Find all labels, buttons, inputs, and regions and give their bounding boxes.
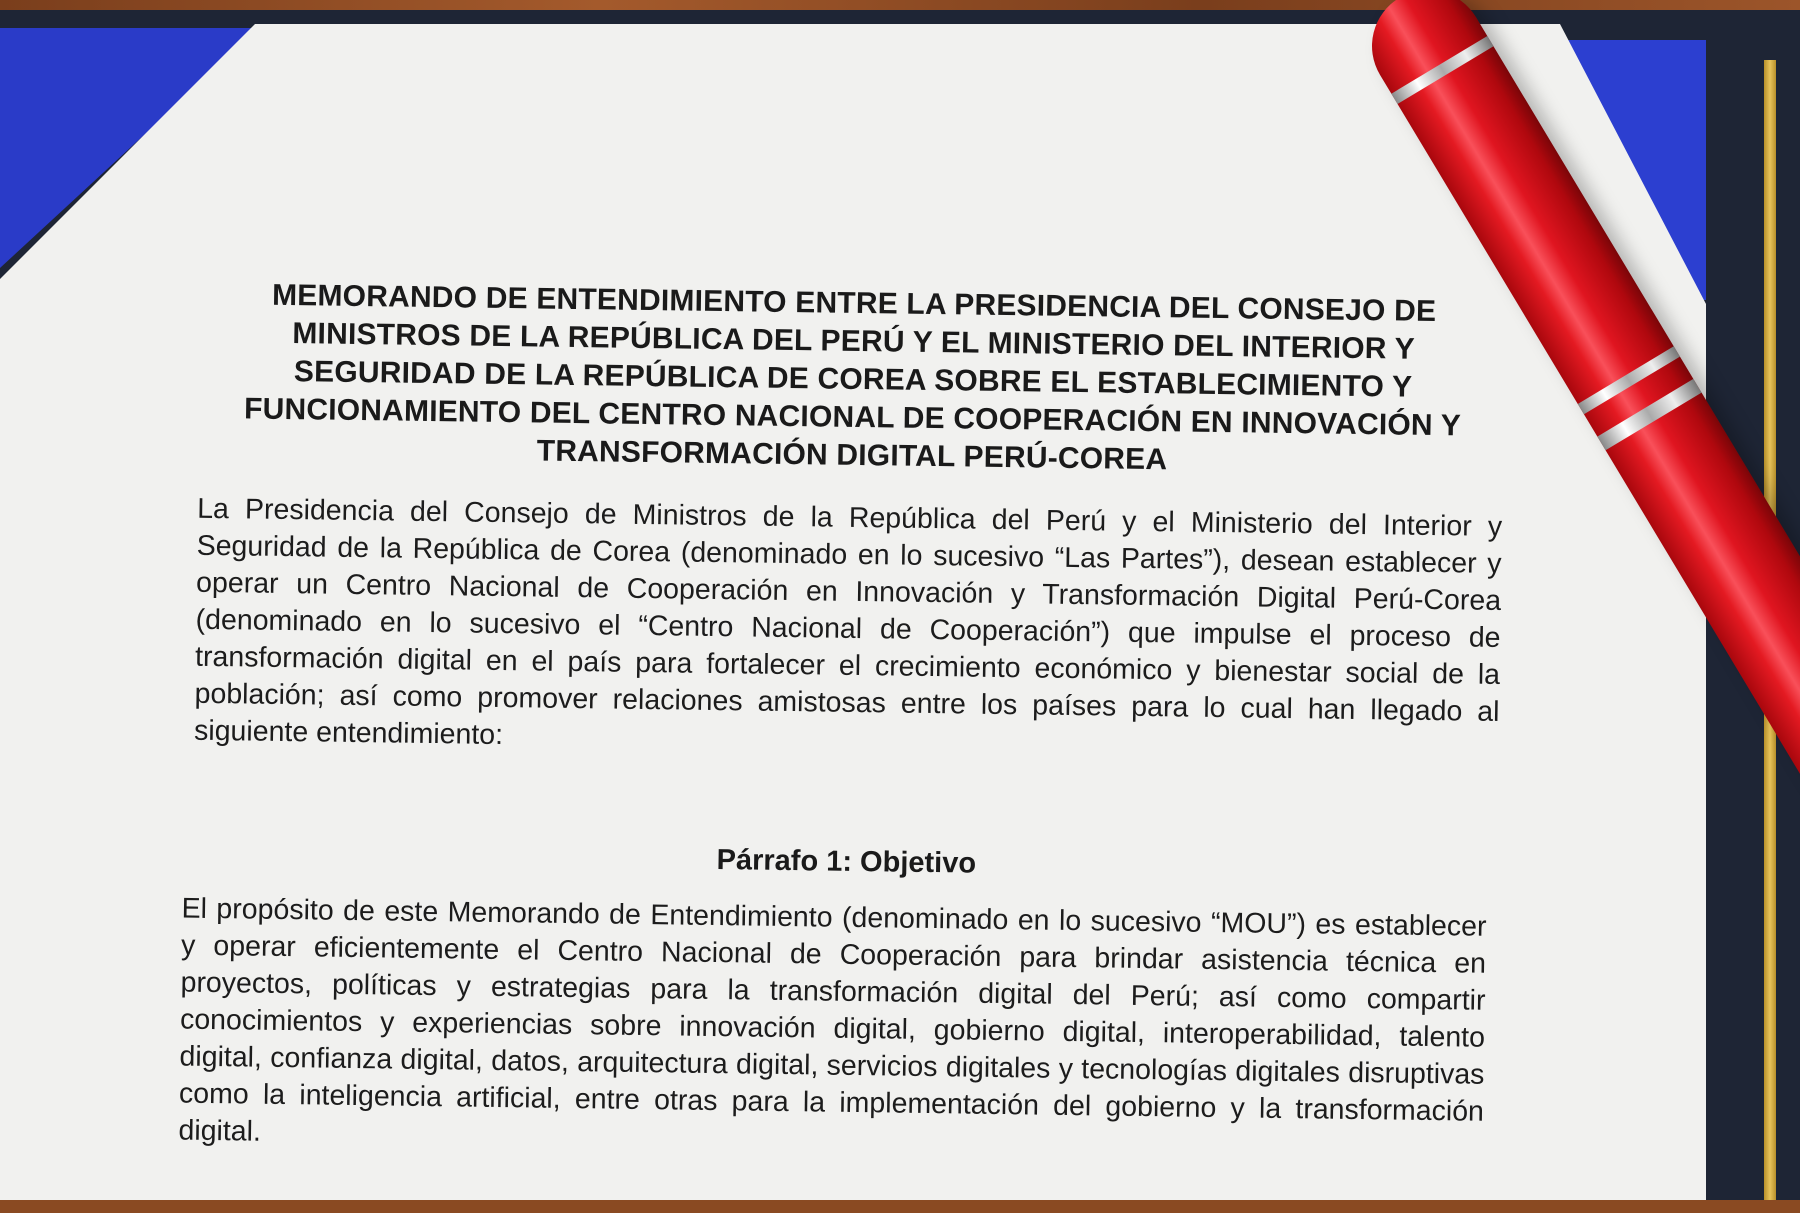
pen-band-top: [1391, 36, 1493, 104]
document-title: MEMORANDO DE ENTENDIMIENTO ENTRE LA PRESIDENCIA DEL CONSEJO DE MINISTROS DE LA REPÚBLICA DEL PERÚ Y EL MINISTERIO DEL INTERIOR Y SEGURIDAD DE LA REPÚBLICA DE COREA SOBRE EL ESTABLECIMIENTO Y FUNCIONAMIENTO DEL CENTRO NACIONAL DE COOPERACIÓN EN INNOVACIÓN Y TRANSFORMACIÓN DIGITAL PERÚ-COREA: [243, 278, 1462, 477]
section-heading: Párrafo 1: Objetivo: [716, 844, 977, 880]
section-body: El propósito de este Memorando de Entendimiento (denominado en lo sucesivo “MOU”) es establecer y operar eficientemente el Centro Nacional de Cooperación para brindar asistencia técnica en proyectos, políticas y estrategias para la transformación digital del Perú; así como compartir conocimientos y experiencias sobre innovación digital, gobierno digital, interoperabilidad, talento digital, confianza digital, datos, arquitectura digital, servicios digitales y tecnologías digitales disruptivas como la inteligencia artificial, entre otras para la implementación del gobierno y la transformación digital.: [178, 892, 1487, 1148]
intro-paragraph: La Presidencia del Consejo de Ministros de la República del Perú y el Ministerio del Interior y Seguridad de la República de Corea (denominado en lo sucesivo “Las Partes”), desean establecer y operar un Centro Nacional de Cooperación en Innovación y Transformación Digital Perú-Corea (denominado en lo sucesivo el “Centro Nacional de Cooperación”) que impulse el proceso de transformación digital en el país para fortalecer el crecimiento económico y bienestar social de la población; así como promover relaciones amistosas entre los países para lo cual han llegado al siguiente entendimiento:: [193, 492, 1503, 752]
